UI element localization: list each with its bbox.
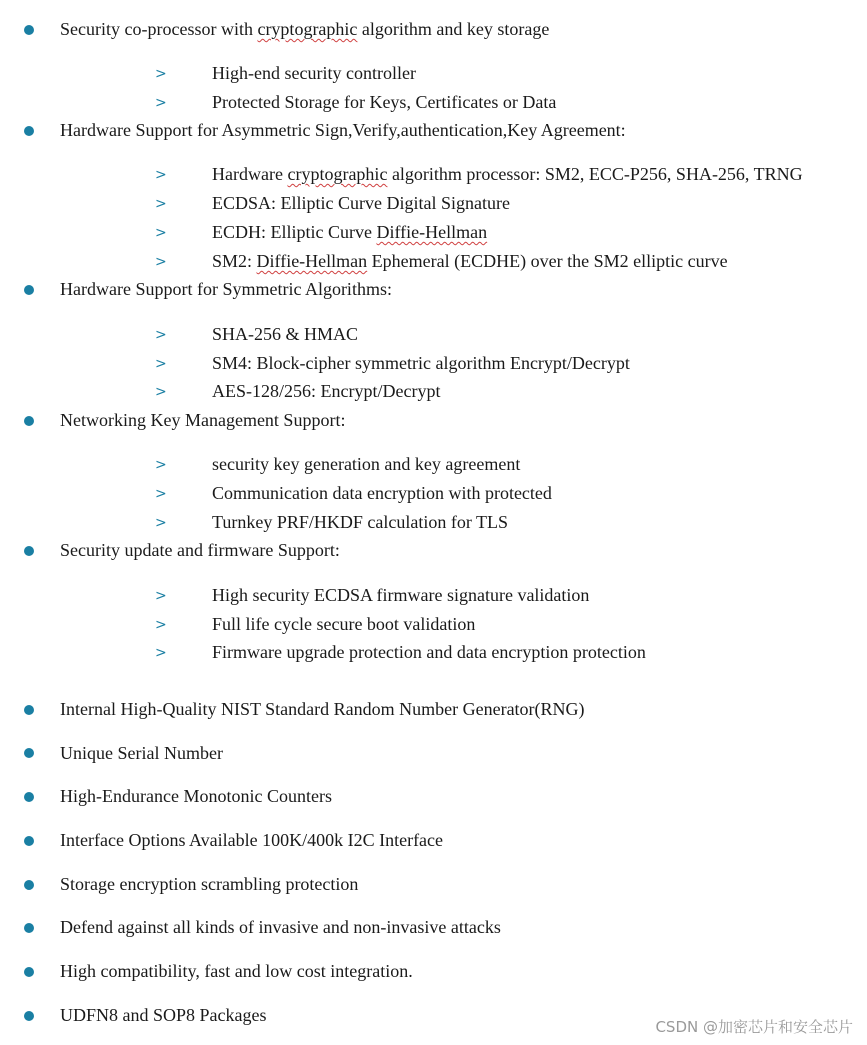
spellcheck-word: cryptographic: [287, 164, 388, 184]
sub-item: ECDSA: Elliptic Curve Digital Signature: [212, 193, 510, 213]
bullet-dot-icon: [24, 285, 34, 295]
section-title: Networking Key Management Support:: [60, 410, 346, 430]
section-title: Hardware Support for Asymmetric Sign,Verify,authentication,Key Agreement:: [60, 120, 626, 140]
section-title: Hardware Support for Symmetric Algorithms:: [60, 279, 392, 299]
csdn-watermark: CSDN @加密芯片和安全芯片: [655, 1018, 853, 1036]
sub-bullet-icon: >: [155, 95, 167, 111]
bullet-dot-icon: [24, 126, 34, 136]
bullet-dot-icon: [24, 836, 34, 846]
sub-bullet-icon: >: [155, 356, 167, 372]
sub-bullet-icon: >: [155, 515, 167, 531]
bullet-dot-icon: [24, 923, 34, 933]
item-part: Ephemeral (ECDHE) over the SM2 elliptic curve: [367, 251, 728, 271]
bullet-dot-icon: [24, 416, 34, 426]
sub-item: High security ECDSA firmware signature validation: [212, 585, 590, 605]
sub-bullet-icon: >: [155, 645, 167, 661]
spellcheck-word: Diffie-Hellman: [256, 251, 368, 271]
bullet-dot-icon: [24, 967, 34, 977]
sub-item: Full life cycle secure boot validation: [212, 614, 476, 634]
sub-bullet-icon: >: [155, 384, 167, 400]
sub-item: SM4: Block-cipher symmetric algorithm Encrypt/Decrypt: [212, 353, 630, 373]
sub-item: [212, 250, 728, 272]
sub-item: Protected Storage for Keys, Certificates or Data: [212, 92, 557, 112]
feature-item: Defend against all kinds of invasive and non-invasive attacks: [60, 917, 501, 937]
bullet-dot-icon: [24, 792, 34, 802]
bullet-dot-icon: [24, 1011, 34, 1021]
item-part: algorithm processor: SM2, ECC-P256, SHA-256, TRNG: [387, 164, 803, 184]
section-title: [60, 18, 549, 40]
sub-item: SHA-256 & HMAC: [212, 324, 359, 344]
item-part: Hardware: [212, 164, 288, 184]
sub-item: security key generation and key agreement: [212, 454, 521, 474]
sub-item: Communication data encryption with protected: [212, 483, 552, 503]
feature-item: High-Endurance Monotonic Counters: [60, 786, 332, 806]
spellcheck-word: cryptographic: [257, 19, 358, 39]
bullet-dot-icon: [24, 705, 34, 715]
title-part: algorithm and key storage: [357, 19, 550, 39]
feature-item: Internal High-Quality NIST Standard Random Number Generator(RNG): [60, 699, 585, 719]
sub-item: Firmware upgrade protection and data encryption protection: [212, 642, 646, 662]
sub-item: AES-128/256: Encrypt/Decrypt: [212, 381, 441, 401]
bullet-dot-icon: [24, 880, 34, 890]
item-part: ECDH: Elliptic Curve: [212, 222, 377, 242]
feature-item: Unique Serial Number: [60, 743, 223, 763]
sub-item: [212, 221, 487, 243]
sub-bullet-icon: >: [155, 588, 167, 604]
title-part: Security co-processor with: [60, 19, 258, 39]
sub-bullet-icon: >: [155, 327, 167, 343]
sub-bullet-icon: >: [155, 617, 167, 633]
bullet-dot-icon: [24, 546, 34, 556]
feature-item: High compatibility, fast and low cost integration.: [60, 961, 413, 981]
sub-bullet-icon: >: [155, 66, 167, 82]
section-title: Security update and firmware Support:: [60, 540, 340, 560]
feature-item: Storage encryption scrambling protection: [60, 874, 359, 894]
item-part: SM2:: [212, 251, 257, 271]
sub-item: [212, 163, 803, 185]
bullet-dot-icon: [24, 25, 34, 35]
feature-item: UDFN8 and SOP8 Packages: [60, 1005, 267, 1025]
sub-bullet-icon: >: [155, 167, 167, 183]
spellcheck-word: Diffie-Hellman: [376, 222, 488, 242]
sub-item: High-end security controller: [212, 63, 416, 83]
sub-item: Turnkey PRF/HKDF calculation for TLS: [212, 512, 509, 532]
bullet-dot-icon: [24, 748, 34, 758]
sub-bullet-icon: >: [155, 225, 167, 241]
sub-bullet-icon: >: [155, 254, 167, 270]
sub-bullet-icon: >: [155, 457, 167, 473]
feature-item: Interface Options Available 100K/400k I2C Interface: [60, 830, 444, 850]
sub-bullet-icon: >: [155, 486, 167, 502]
sub-bullet-icon: >: [155, 196, 167, 212]
